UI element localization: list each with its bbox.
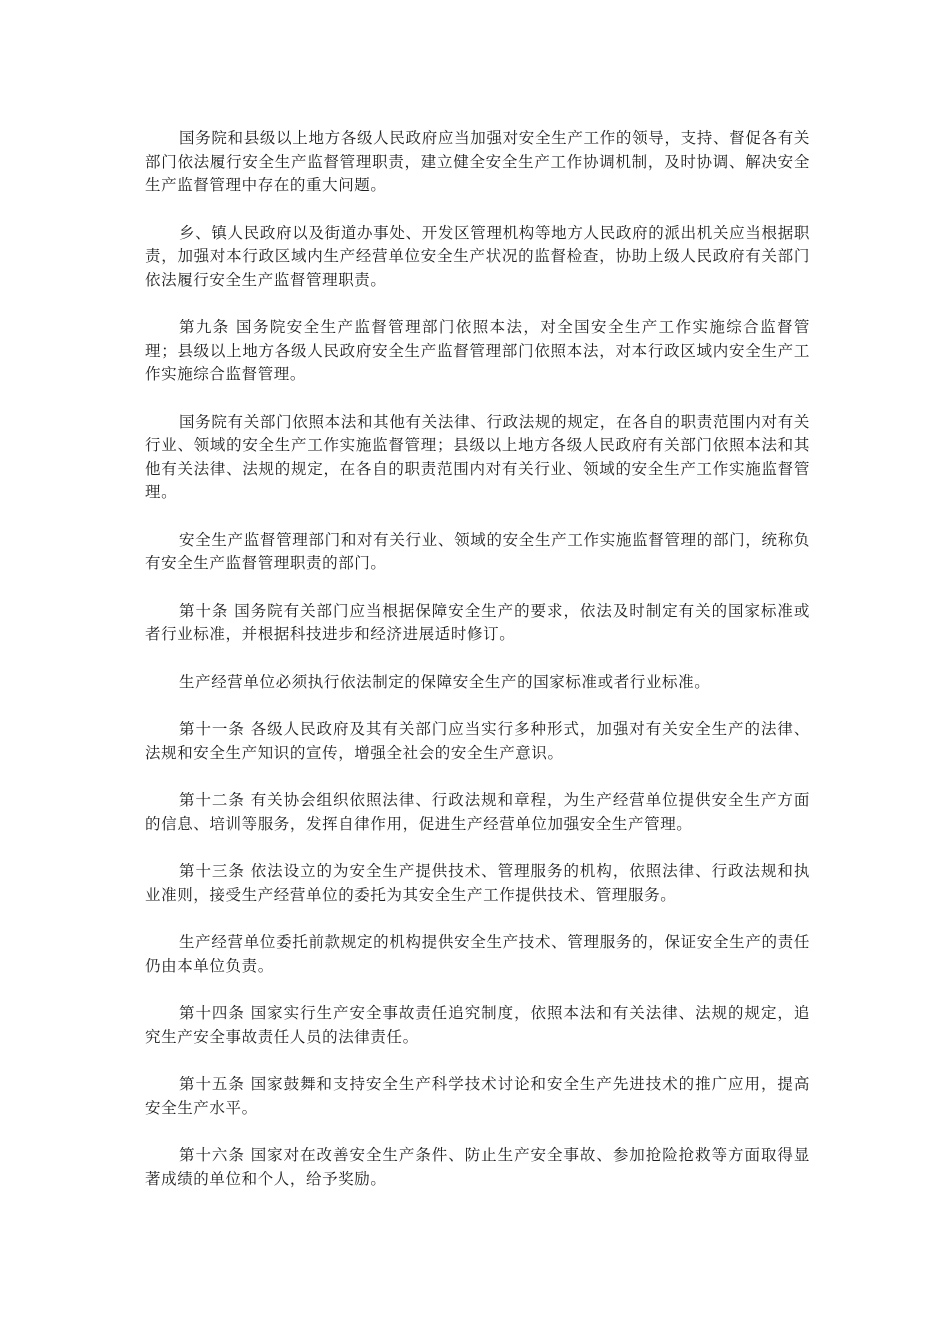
paragraph: 国务院有关部门依照本法和其他有关法律、行政法规的规定，在各自的职责范围内对有关行业、领域的安全生产工作实施监督管理；县级以上地方各级人民政府有关部门依照本法和其他有关法律、法规的规定，在各自的职责范围内对有关行业、领域的安全生产工作实施监督管理。 — [145, 412, 810, 501]
paragraph: 安全生产监督管理部门和对有关行业、领域的安全生产工作实施监督管理的部门，统称负有安全生产监督管理职责的部门。 — [145, 530, 810, 572]
paragraph: 生产经营单位必须执行依法制定的保障安全生产的国家标准或者行业标准。 — [179, 672, 711, 691]
paragraph-article-15: 第十五条 国家鼓舞和支持安全生产科学技术讨论和安全生产先进技术的推广应用，提高安全生产水平。 — [145, 1075, 810, 1117]
paragraph-article-16: 第十六条 国家对在改善安全生产条件、防止生产安全事故、参加抢险抢救等方面取得显著成绩的单位和个人，给予奖励。 — [145, 1146, 810, 1188]
paragraph-article-9: 第九条 国务院安全生产监督管理部门依照本法，对全国安全生产工作实施综合监督管理；县级以上地方各级人民政府安全生产监督管理部门依照本法，对本行政区域内安全生产工作实施综合监督管理。 — [145, 318, 810, 383]
paragraph-article-11: 第十一条 各级人民政府及其有关部门应当实行多种形式，加强对有关安全生产的法律、法规和安全生产知识的宣传，增强全社会的安全生产意识。 — [145, 720, 810, 762]
paragraph: 国务院和县级以上地方各级人民政府应当加强对安全生产工作的领导，支持、督促各有关部门依法履行安全生产监督管理职责，建立健全安全生产工作协调机制，及时协调、解决安全生产监督管理中存在的重大问题。 — [145, 129, 810, 194]
paragraph: 乡、镇人民政府以及街道办事处、开发区管理机构等地方人民政府的派出机关应当根据职责，加强对本行政区域内生产经营单位安全生产状况的监督检查，协助上级人民政府有关部门依法履行安全生产监督管理职责。 — [145, 223, 810, 289]
paragraph-article-14: 第十四条 国家实行生产安全事故责任追究制度，依照本法和有关法律、法规的规定，追究生产安全事故责任人员的法律责任。 — [145, 1004, 810, 1046]
document-body — [145, 127, 810, 1215]
paragraph-article-12: 第十二条 有关协会组织依照法律、行政法规和章程，为生产经营单位提供安全生产方面的信息、培训等服务，发挥自律作用，促进生产经营单位加强安全生产管理。 — [145, 791, 810, 833]
paragraph: 生产经营单位委托前款规定的机构提供安全生产技术、管理服务的，保证安全生产的责任仍由本单位负责。 — [145, 933, 810, 975]
paragraph-article-13: 第十三条 依法设立的为安全生产提供技术、管理服务的机构，依照法律、行政法规和执业准则，接受生产经营单位的委托为其安全生产工作提供技术、管理服务。 — [145, 862, 810, 904]
paragraph-article-10: 第十条 国务院有关部门应当根据保障安全生产的要求，依法及时制定有关的国家标准或者行业标准，并根据科技进步和经济进展适时修订。 — [145, 601, 810, 643]
